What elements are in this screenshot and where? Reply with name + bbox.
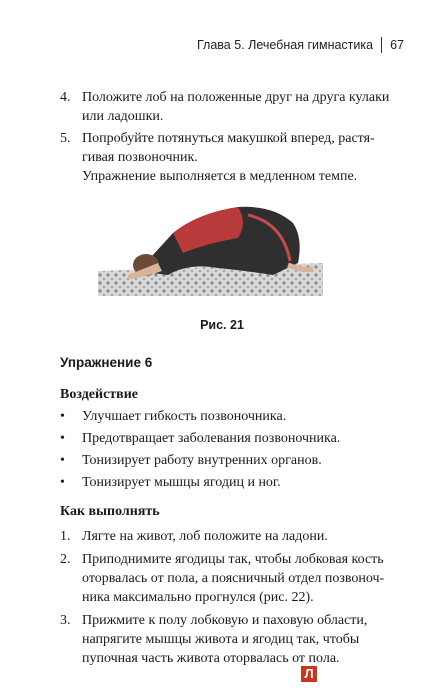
list-item: 2. Приподнимите ягодицы так, чтобы лобковая кость оторвалась от пола, а поясничный отдел позвоноч- ника максимально прогнулся (рис. 22).	[60, 552, 385, 605]
step-number: 1.	[60, 529, 71, 544]
bullet-icon: •	[60, 453, 65, 468]
how-heading: Как выполнять	[60, 504, 160, 519]
publisher-logo-icon: Л	[301, 666, 317, 682]
list-item: 1. Лягте на живот, лоб положите на ладони.	[60, 529, 328, 544]
list-item: 3. Прижмите к полу лобковую и паховую области, напрягите мышцы живота и ягодиц так, чтобы пупочная часть живота оторвалась от пола.	[60, 613, 368, 666]
bullet-icon: •	[60, 431, 65, 446]
list-item	[60, 129, 405, 186]
exercise-illustration	[98, 193, 323, 296]
step-number: 4.	[60, 90, 71, 105]
exercise-title: Упражнение 6	[60, 355, 153, 370]
how-steps-list	[60, 527, 405, 668]
bullet-icon: •	[60, 475, 65, 490]
exercise-section	[60, 353, 405, 668]
bullet-icon: •	[60, 409, 65, 424]
running-header	[197, 37, 404, 53]
effect-heading: Воздействие	[60, 387, 139, 402]
step-number: 2.	[60, 552, 71, 567]
steps-top-list	[60, 88, 405, 186]
page-number: 67	[390, 38, 404, 52]
list-item: • Предотвращает заболевания позвоночника.	[60, 431, 341, 446]
step-text: Попробуйте потянуться макушкой вперед, растя- гивая позвоночник. Упражнение выполняется в медленном темпе.	[82, 131, 375, 184]
list-item: • Тонизирует работу внутренних органов.	[60, 453, 322, 468]
step-text: Положите лоб на положенные друг на друга кулаки или ладошки.	[82, 90, 390, 124]
chapter-title: Глава 5. Лечебная гимнастика	[196, 38, 374, 52]
list-item: • Тонизирует мышцы ягодиц и ног.	[60, 475, 281, 490]
header-divider	[381, 37, 382, 53]
list-item	[60, 88, 405, 126]
list-item: • Улучшает гибкость позвоночника.	[60, 409, 287, 424]
effects-list	[60, 407, 405, 492]
step-number: 5.	[60, 131, 71, 146]
step-number: 3.	[60, 613, 71, 628]
figure-caption: Рис. 21	[200, 318, 244, 332]
